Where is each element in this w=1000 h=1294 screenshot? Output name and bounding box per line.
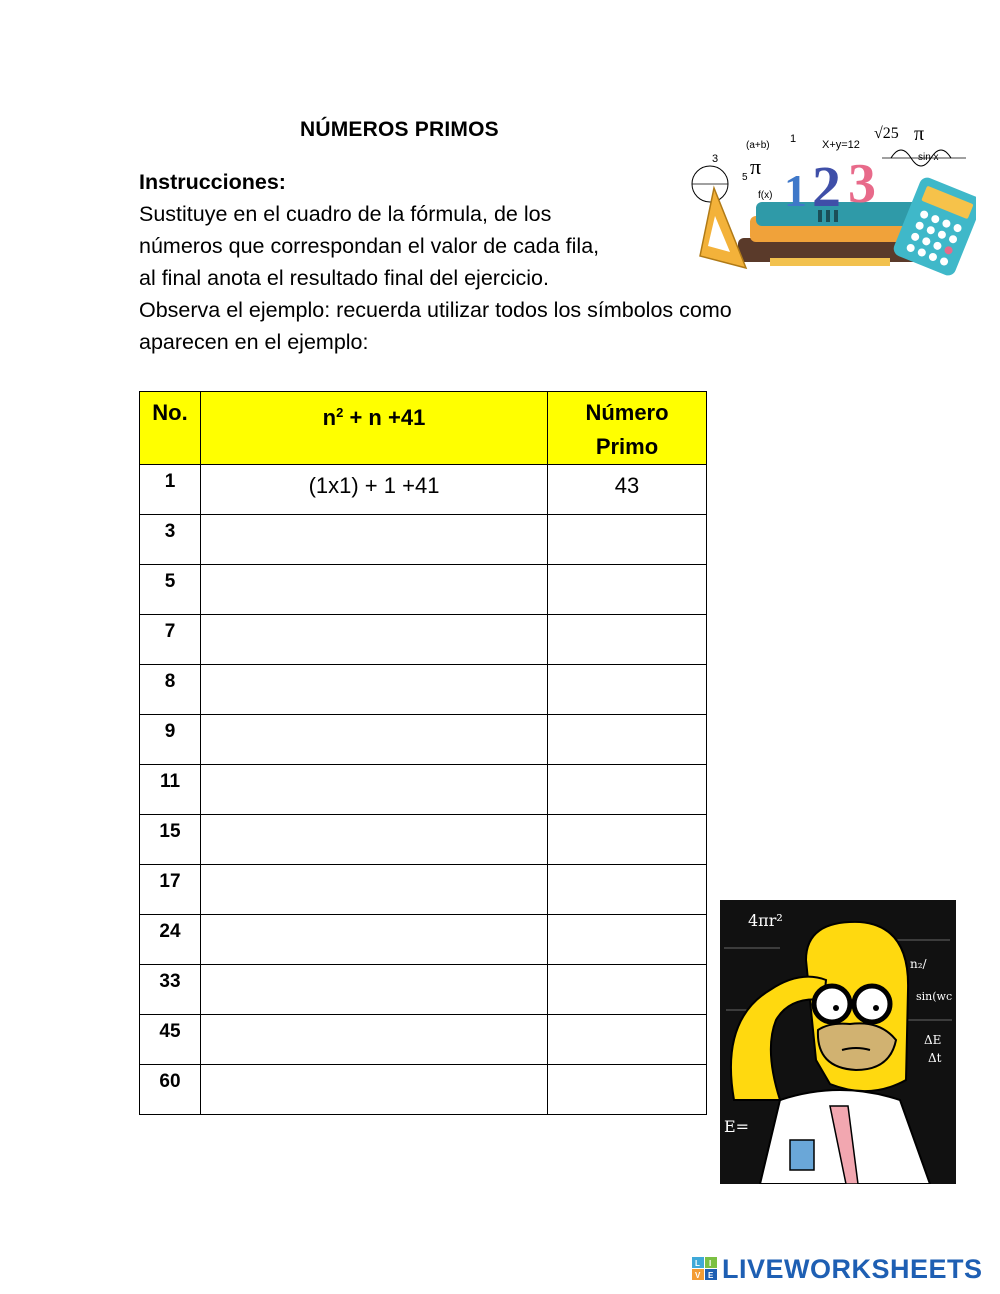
math-label: π <box>750 154 762 179</box>
result-cell[interactable] <box>548 1015 707 1065</box>
formula-cell[interactable] <box>201 1015 548 1065</box>
formula-cell[interactable] <box>201 665 548 715</box>
formula-base: n <box>322 405 337 430</box>
liveworksheets-badge-icon <box>692 1257 718 1281</box>
chalk-formula: 4πr² <box>748 911 783 930</box>
result-cell[interactable]: 43 <box>548 465 707 515</box>
math-label: 5 <box>742 172 748 183</box>
chalk-formula: n₂/ <box>910 957 927 971</box>
math-label: π <box>914 123 925 145</box>
glasses-icon <box>814 986 850 1022</box>
table-header-row <box>140 392 707 465</box>
formula-cell[interactable] <box>201 515 548 565</box>
result-cell[interactable] <box>548 765 707 815</box>
formula-cell[interactable] <box>201 815 548 865</box>
result-cell[interactable] <box>548 515 707 565</box>
row-number: 11 <box>140 765 201 815</box>
liveworksheets-logo <box>692 1254 983 1284</box>
row-number: 45 <box>140 1015 201 1065</box>
math-label: 1 <box>790 133 797 145</box>
row-number: 1 <box>140 465 201 515</box>
table-row <box>140 965 707 1015</box>
table-row <box>140 615 707 665</box>
row-number: 17 <box>140 865 201 915</box>
row-number: 33 <box>140 965 201 1015</box>
header-result-line: Número <box>585 400 669 425</box>
header-result-line: Primo <box>595 434 659 459</box>
table-row <box>140 665 707 715</box>
row-number: 60 <box>140 1065 201 1115</box>
table-row <box>140 465 707 515</box>
book-icon <box>756 202 926 226</box>
row-number: 24 <box>140 915 201 965</box>
formula-exponent: 2 <box>336 405 344 420</box>
math-label: X+y=12 <box>822 139 860 151</box>
instruction-line: al final anota el resultado final del ejercicio. <box>139 266 549 290</box>
header-result <box>548 392 707 465</box>
instruction-line: aparecen en el ejemplo: <box>139 330 369 354</box>
result-cell[interactable] <box>548 865 707 915</box>
math-label: (a+b) <box>746 140 770 151</box>
table-row <box>140 865 707 915</box>
badge-letter: L <box>695 1259 700 1268</box>
result-cell[interactable] <box>548 715 707 765</box>
table-row <box>140 565 707 615</box>
logo-text: LIVEWORKSHEETS <box>722 1253 983 1284</box>
worksheet-title: NÚMEROS PRIMOS <box>300 118 499 141</box>
result-cell[interactable] <box>548 965 707 1015</box>
prime-numbers-table <box>139 391 707 1115</box>
math-label: f(x) <box>758 190 773 201</box>
table-row <box>140 915 707 965</box>
formula-cell[interactable] <box>201 965 548 1015</box>
chalk-formula: E= <box>724 1117 750 1136</box>
calculator-icon <box>891 175 976 278</box>
formula-cell[interactable] <box>201 1065 548 1115</box>
formula-cell[interactable] <box>201 765 548 815</box>
instruction-line: números que correspondan el valor de cada fila, <box>139 234 600 258</box>
badge-letter: I <box>709 1259 712 1268</box>
formula-cell[interactable] <box>201 615 548 665</box>
table-row <box>140 1065 707 1115</box>
instructions-heading: Instrucciones: <box>139 170 286 194</box>
math-label: 3 <box>712 153 719 165</box>
table-row <box>140 715 707 765</box>
result-cell[interactable] <box>548 665 707 715</box>
digit-one: 1 <box>784 165 807 216</box>
formula-rest: + n +41 <box>343 405 426 430</box>
row-number: 9 <box>140 715 201 765</box>
badge-letter: E <box>708 1271 714 1280</box>
table-row <box>140 765 707 815</box>
row-number: 5 <box>140 565 201 615</box>
pencil-icon <box>770 258 890 266</box>
row-number: 7 <box>140 615 201 665</box>
formula-cell[interactable] <box>201 915 548 965</box>
result-cell[interactable] <box>548 615 707 665</box>
header-formula <box>201 392 548 465</box>
formula-cell[interactable] <box>201 715 548 765</box>
badge-letter: V <box>695 1271 701 1280</box>
table-row <box>140 515 707 565</box>
chalk-formula: ΔE <box>924 1033 942 1047</box>
chalk-formula: Δt <box>928 1051 942 1065</box>
id-badge-icon <box>790 1140 814 1170</box>
instruction-line: Sustituye en el cuadro de la fórmula, de los <box>139 202 552 226</box>
result-cell[interactable] <box>548 1065 707 1115</box>
row-number: 8 <box>140 665 201 715</box>
digit-two: 2 <box>812 154 841 219</box>
math-label: sin x <box>918 152 939 163</box>
row-number: 3 <box>140 515 201 565</box>
result-cell[interactable] <box>548 915 707 965</box>
instruction-line: Observa el ejemplo: recuerda utilizar todos los símbolos como <box>139 298 732 322</box>
table-row <box>140 815 707 865</box>
table-row <box>140 1015 707 1065</box>
formula-cell[interactable] <box>201 865 548 915</box>
result-cell[interactable] <box>548 565 707 615</box>
set-square-icon <box>700 188 746 268</box>
digit-three: 3 <box>848 153 876 215</box>
formula-cell[interactable]: (1x1) + 1 +41 <box>201 465 548 515</box>
header-no: No. <box>140 392 201 465</box>
result-cell[interactable] <box>548 815 707 865</box>
chalk-formula: sin(wc <box>916 990 953 1003</box>
math-label: √25 <box>874 125 899 142</box>
thinking-character-illustration <box>720 900 956 1184</box>
formula-cell[interactable] <box>201 565 548 615</box>
row-number: 15 <box>140 815 201 865</box>
math-illustration <box>686 118 976 278</box>
